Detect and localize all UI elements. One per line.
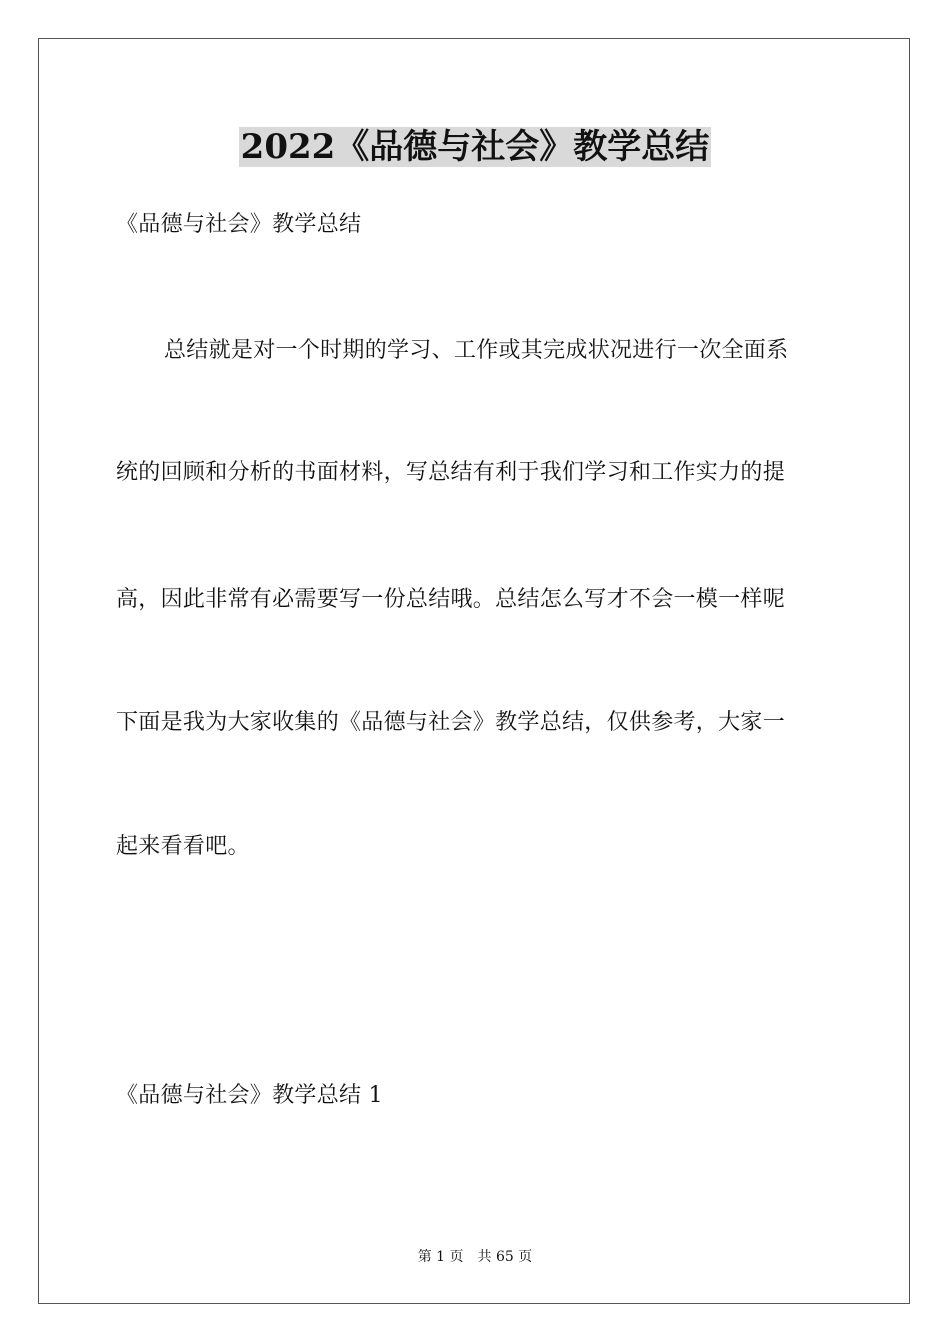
document-subtitle: 《品德与社会》教学总结 <box>116 212 362 237</box>
paragraph-line-4: 下面是我为大家收集的《品德与社会》教学总结，仅供参考，大家一 <box>116 710 786 735</box>
paragraph-line-3: 高，因此非常有必需要写一份总结哦。总结怎么写才不会一模一样呢 <box>116 587 786 612</box>
document-title-text: 2022《品德与社会》教学总结 <box>240 127 710 167</box>
paragraph-line-2: 统的回顾和分析的书面材料，写总结有利于我们学习和工作实力的提 <box>116 460 786 485</box>
document-title <box>0 124 950 170</box>
page-footer: 第 1 页 共 65 页 <box>417 1249 533 1265</box>
paragraph-line-1: 总结就是对一个时期的学习、工作或其完成状况进行一次全面系 <box>164 338 789 363</box>
paragraph-line-5: 起来看看吧。 <box>116 834 250 859</box>
section-heading: 《品德与社会》教学总结 1 <box>116 1083 383 1108</box>
